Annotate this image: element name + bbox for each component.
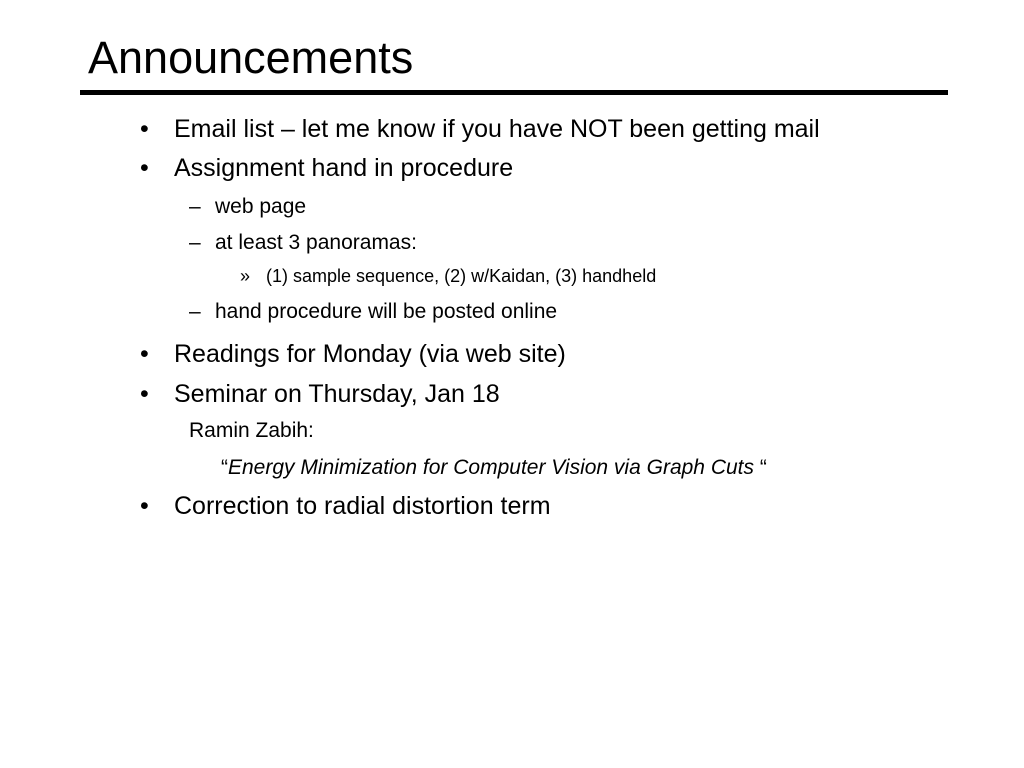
bullet-text: Assignment hand in procedure [174,154,514,182]
seminar-talk-title [221,454,767,482]
subbullet-text: hand procedure will be posted online [215,300,558,323]
open-quote: “ [221,456,228,479]
subbullet-text: at least 3 panoramas: [215,231,417,254]
dash-marker: – [189,195,201,218]
bullet-text: Correction to radial distortion term [174,492,551,520]
bullet-marker: • [140,492,149,520]
title-underline [80,90,948,95]
dash-marker: – [189,231,201,254]
dash-marker: – [189,300,201,323]
bullet-marker: • [140,115,149,143]
bullet-text: Seminar on Thursday, Jan 18 [174,380,500,408]
close-quote: “ [754,456,767,479]
bullet-marker: • [140,340,149,368]
bullet-marker: • [140,154,149,182]
chevron-marker: » [240,266,251,286]
subsubbullet-text: (1) sample sequence, (2) w/Kaidan, (3) handheld [266,266,657,286]
bullet-text: Email list – let me know if you have NOT been getting mail [174,115,820,143]
slide-title: Announcements [88,32,414,83]
subbullet-text: web page [215,195,307,218]
bullet-marker: • [140,380,149,408]
talk-title-text: Energy Minimization for Computer Vision via Graph Cuts [228,456,754,479]
seminar-speaker: Ramin Zabih: [189,419,314,442]
bullet-text: Readings for Monday (via web site) [174,340,566,368]
